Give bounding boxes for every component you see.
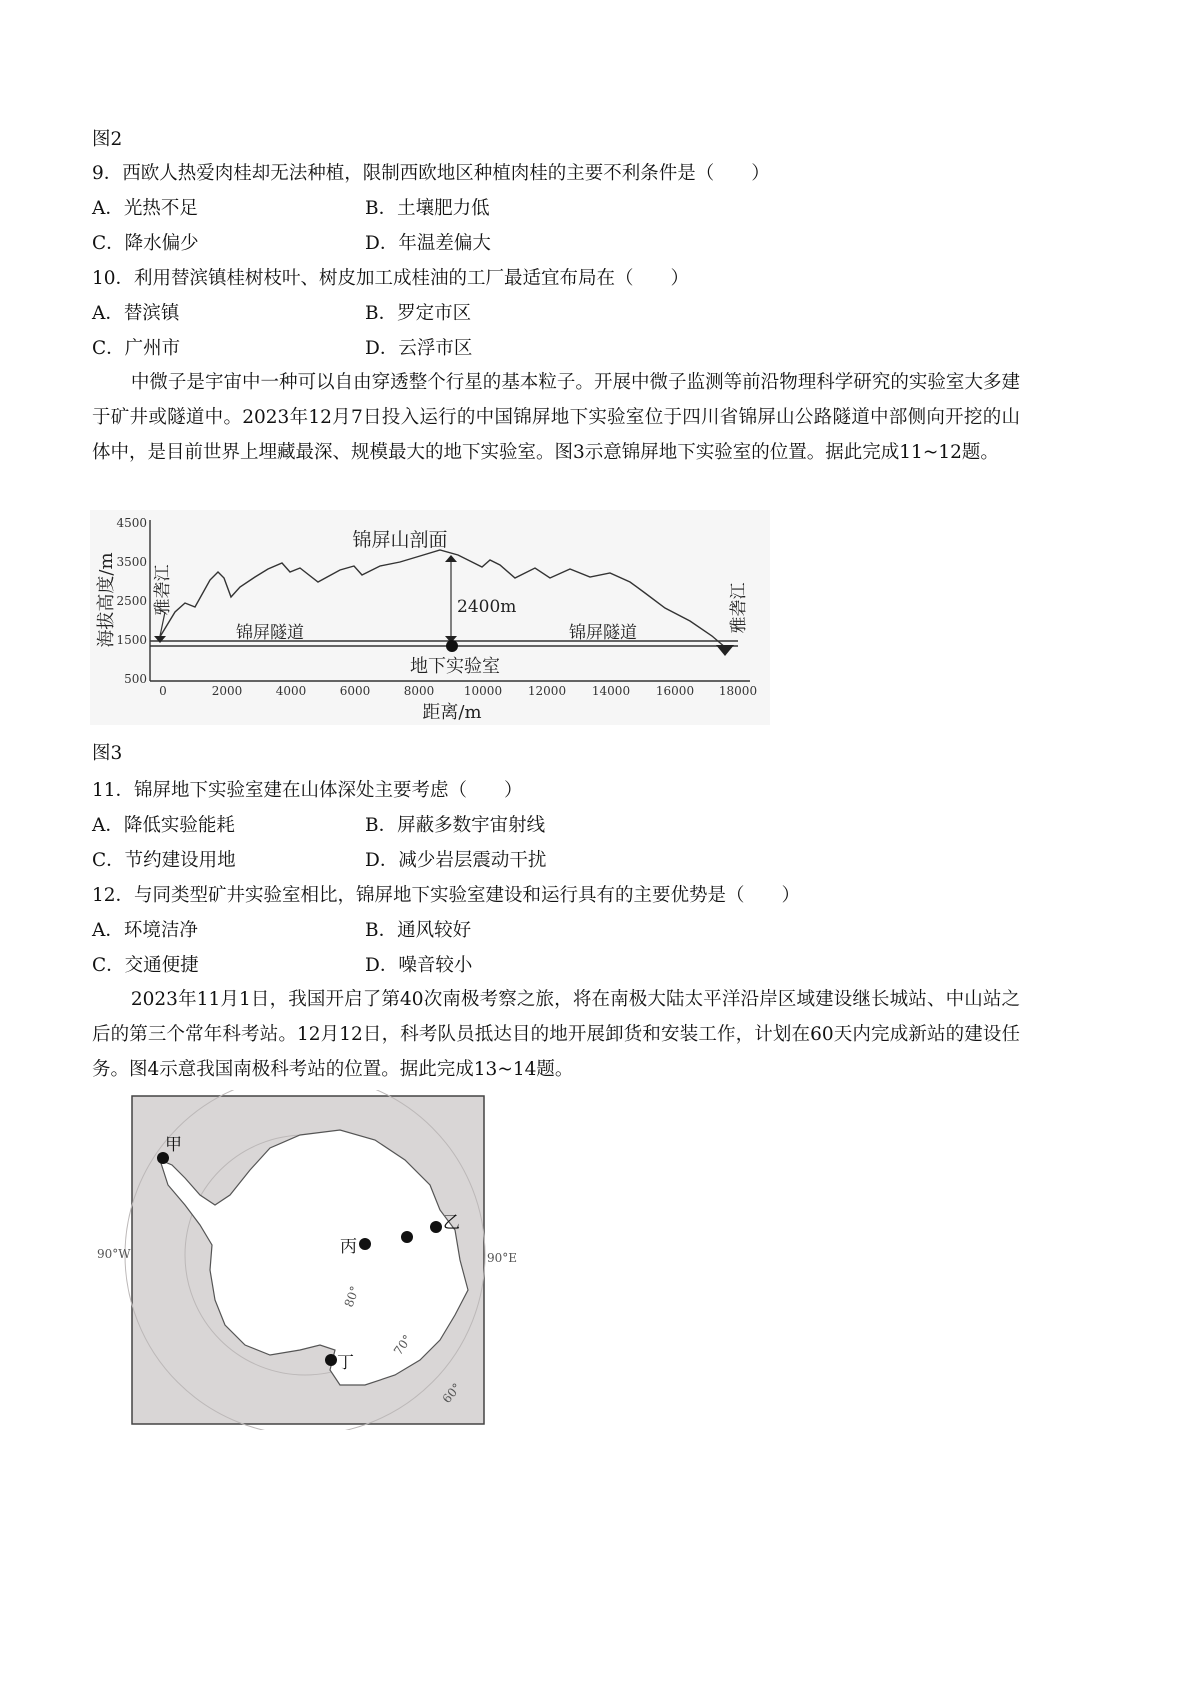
figure-4-antarctica-map: [90, 1090, 530, 1430]
q11-option-c: C．节约建设用地: [92, 850, 236, 871]
lab-label: 地下实验室: [410, 656, 500, 677]
question-12-stem: 12．与同类型矿井实验室相比，锦屏地下实验室建设和运行具有的主要优势是（ ）: [92, 885, 801, 906]
depth-label: 2400m: [457, 597, 517, 617]
latitude-label: 60°: [439, 1380, 464, 1406]
y-axis-label: 海拔高度/m: [96, 552, 117, 648]
q10-option-b: B．罗定市区: [365, 303, 472, 324]
y-tick: 1500: [116, 633, 147, 647]
y-tick: 500: [124, 672, 147, 686]
chart-title: 锦屏山剖面: [352, 529, 448, 551]
q12-option-a: A．环境洁净: [92, 920, 198, 941]
x-tick: 6000: [339, 684, 371, 698]
q11-option-a: A．降低实验能耗: [92, 815, 235, 836]
question-9-stem: 9．西欧人热爱肉桂却无法种植，限制西欧地区种植肉桂的主要不利条件是（ ）: [92, 163, 770, 184]
q9-option-d: D．年温差偏大: [365, 233, 491, 254]
q12-option-b: B．通风较好: [365, 920, 472, 941]
q11-option-b: B．屏蔽多数宇宙射线: [365, 815, 546, 836]
station-yi-marker: [430, 1221, 442, 1233]
figure-3-profile: [90, 510, 770, 725]
figure-2-caption: 图2: [92, 129, 123, 150]
station-bing-label: 丙: [340, 1237, 357, 1257]
latitude-label: 80°: [341, 1284, 363, 1310]
x-tick: 4000: [275, 684, 307, 698]
q9-option-a: A．光热不足: [92, 198, 198, 219]
station-jia-label: 甲: [165, 1135, 182, 1155]
x-tick: 2000: [211, 684, 243, 698]
x-tick: 10000: [463, 684, 503, 698]
river-right-label: 雅砻江: [729, 582, 749, 634]
question-11-stem: 11．锦屏地下实验室建在山体深处主要考虑（ ）: [92, 780, 523, 801]
q10-option-c: C．广州市: [92, 338, 181, 359]
q12-option-c: C．交通便捷: [92, 955, 199, 976]
longitude-west-label: 90°W: [97, 1247, 131, 1261]
q9-option-b: B．土壤肥力低: [365, 198, 490, 219]
station-yi-label: 乙: [443, 1213, 460, 1233]
x-tick: 8000: [403, 684, 435, 698]
x-tick: 0: [159, 684, 167, 698]
latitude-label: 70°: [390, 1332, 415, 1358]
x-tick: 16000: [655, 684, 695, 698]
y-tick: 4500: [116, 516, 147, 530]
x-tick: 14000: [591, 684, 631, 698]
question-10-stem: 10．利用替滨镇桂树枝叶、树皮加工成桂油的工厂最适宜布局在（ ）: [92, 268, 690, 289]
underground-lab-marker: [446, 640, 458, 652]
passage-antarctic: 2023年11月1日，我国开启了第40次南极考察之旅，将在南极大陆太平洋沿岸区域建设继长城站、中山站之后的第三个常年科考站。12月12日，科考队员抵达目的地开展卸货和安装工作，计划在60天内完成新站的建设任务。图4示意我国南极科考站的位置。据此完成13~14题。: [92, 989, 1020, 1080]
river-left-label: 雅砻江: [153, 564, 173, 616]
longitude-east-label: 90°E: [487, 1251, 518, 1265]
station-ding-label: 丁: [337, 1353, 354, 1373]
passage-neutrino: 中微子是宇宙中一种可以自由穿透整个行星的基本粒子。开展中微子监测等前沿物理科学研究的实验室大多建于矿井或隧道中。2023年12月7日投入运行的中国锦屏地下实验室位于四川省锦屏山公路隧道中部侧向开挖的山体中，是目前世界上埋藏最深、规模最大的地下实验室。图3示意锦屏地下实验室的位置。据此完成11~12题。: [92, 372, 1020, 463]
x-tick: 18000: [718, 684, 758, 698]
tunnel-left-label: 锦屏隧道: [236, 623, 304, 643]
q10-option-d: D．云浮市区: [365, 338, 473, 359]
q11-option-d: D．减少岩层震动干扰: [365, 850, 547, 871]
tunnel-right-label: 锦屏隧道: [569, 623, 637, 643]
q10-option-a: A．替滨镇: [92, 303, 180, 324]
y-tick: 3500: [116, 555, 147, 569]
q9-option-c: C．降水偏少: [92, 233, 199, 254]
q12-option-d: D．噪音较小: [365, 955, 473, 976]
station-bing-marker: [359, 1238, 371, 1250]
x-axis-label: 距离/m: [422, 702, 482, 723]
x-tick: 12000: [527, 684, 567, 698]
y-tick: 2500: [116, 594, 147, 608]
station-unnamed-marker: [401, 1231, 413, 1243]
station-ding-marker: [325, 1354, 337, 1366]
figure-3-caption: 图3: [92, 743, 123, 764]
